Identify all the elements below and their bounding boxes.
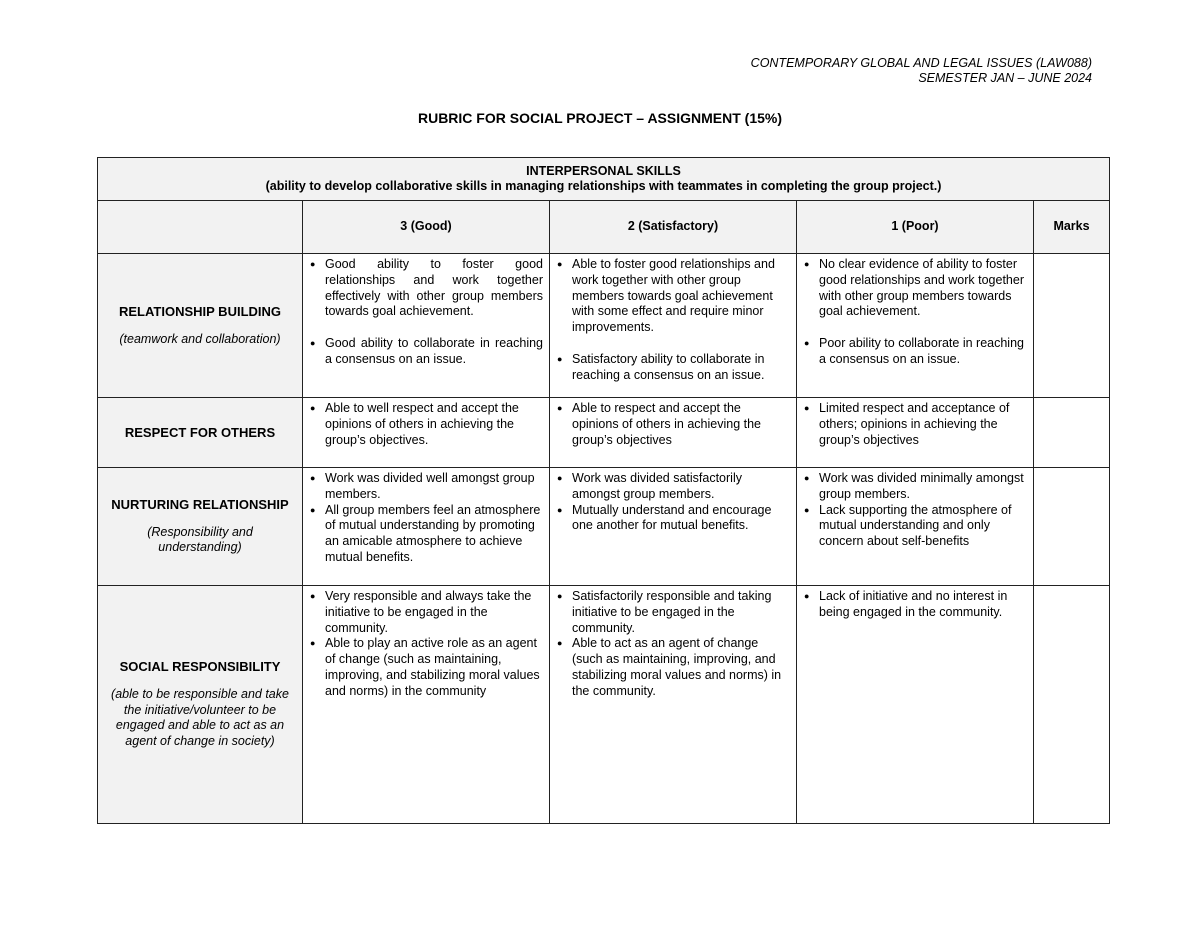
descriptor-bullet: ● Limited respect and acceptance of others; opinions in achieving the group’s objectives bbox=[803, 401, 1027, 448]
table-row bbox=[98, 586, 1110, 824]
criterion-title: SOCIAL RESPONSIBILITY bbox=[119, 659, 281, 674]
descriptor-bullet: ● Very responsible and always take the initiative to be engaged in the community. bbox=[309, 589, 543, 636]
semester-label: SEMESTER JAN – JUNE 2024 bbox=[918, 71, 1092, 85]
banner-subtitle: (ability to develop collaborative skills in managing relationships with teammates in completing the group project.) bbox=[265, 179, 942, 193]
descriptor-bullet: ● Work was divided satisfactorily amongst group members. bbox=[556, 471, 790, 503]
poor-descriptor bbox=[797, 398, 1034, 468]
satisfactory-descriptor bbox=[550, 586, 797, 824]
descriptor-bullet: ● All group members feel an atmosphere of mutual understanding by promoting an amicable atmosphere to achieve mutual benefits. bbox=[309, 503, 543, 566]
descriptor-bullet: ● Able to foster good relationships and work together with other group members towards goal achievement with some effect and require minor improvements. bbox=[556, 257, 790, 336]
descriptor-bullet: ● Satisfactorily responsible and taking initiative to be engaged in the community. bbox=[556, 589, 790, 636]
marks-cell bbox=[1034, 398, 1110, 468]
criterion-subtitle: (Responsibility and understanding) bbox=[147, 524, 253, 555]
marks-header: Marks bbox=[1034, 201, 1110, 254]
level-header-good: 3 (Good) bbox=[303, 201, 550, 254]
criterion-cell bbox=[98, 586, 303, 824]
criterion-subtitle: (teamwork and collaboration) bbox=[119, 331, 281, 346]
criterion-cell bbox=[98, 398, 303, 468]
poor-descriptor bbox=[797, 254, 1034, 398]
criterion-title: RELATIONSHIP BUILDING bbox=[118, 303, 282, 319]
table-row bbox=[98, 468, 1110, 586]
marks-cell bbox=[1034, 254, 1110, 398]
level-header-poor: 1 (Poor) bbox=[797, 201, 1034, 254]
satisfactory-descriptor bbox=[550, 468, 797, 586]
rubric-table bbox=[97, 157, 1110, 824]
criterion-title: NURTURING RELATIONSHIP bbox=[111, 496, 289, 512]
criterion-title: RESPECT FOR OTHERS bbox=[124, 424, 276, 440]
table-row bbox=[98, 254, 1110, 398]
rubric-banner bbox=[98, 158, 1110, 201]
criterion-cell bbox=[98, 468, 303, 586]
marks-cell bbox=[1034, 468, 1110, 586]
course-title: CONTEMPORARY GLOBAL AND LEGAL ISSUES (LAW088) bbox=[750, 56, 1092, 70]
descriptor-bullet: ● Satisfactory ability to collaborate in reaching a consensus on an issue. bbox=[556, 352, 790, 384]
marks-cell bbox=[1034, 586, 1110, 824]
descriptor-bullet: ● Mutually understand and encourage one another for mutual benefits. bbox=[556, 503, 790, 535]
table-row bbox=[98, 398, 1110, 468]
document-title: RUBRIC FOR SOCIAL PROJECT – ASSIGNMENT (15%) bbox=[417, 110, 783, 126]
descriptor-bullet: ● Able to respect and accept the opinions of others in achieving the group’s objectives bbox=[556, 401, 790, 448]
descriptor-bullet: ● No clear evidence of ability to foster good relationships and work together with other group members towards goal achievement. bbox=[803, 257, 1027, 320]
satisfactory-descriptor bbox=[550, 254, 797, 398]
good-descriptor bbox=[303, 398, 550, 468]
descriptor-bullet: ● Good ability to collaborate in reaching a consensus on an issue. bbox=[309, 336, 543, 368]
banner-title: INTERPERSONAL SKILLS bbox=[526, 163, 681, 178]
poor-descriptor bbox=[797, 468, 1034, 586]
good-descriptor bbox=[303, 468, 550, 586]
descriptor-bullet: ● Work was divided minimally amongst group members. bbox=[803, 471, 1027, 503]
descriptor-bullet: ● Lack of initiative and no interest in being engaged in the community. bbox=[803, 589, 1027, 621]
descriptor-bullet: ● Able to act as an agent of change (such as maintaining, improving, and stabilizing moral values and norms) in the community. bbox=[556, 636, 790, 699]
descriptor-bullet: ● Work was divided well amongst group members. bbox=[309, 471, 543, 503]
level-header-satisfactory: 2 (Satisfactory) bbox=[550, 201, 797, 254]
criterion-header-blank bbox=[98, 201, 303, 254]
descriptor-bullet: ● Good ability to foster good relationships and work together effectively with other group members towards goal achievement. bbox=[309, 257, 543, 320]
criterion-subtitle: (able to be responsible and take the initiative/volunteer to be engaged and able to act as an agent of change in society) bbox=[111, 686, 289, 749]
satisfactory-descriptor bbox=[550, 398, 797, 468]
page-header bbox=[751, 56, 1092, 86]
poor-descriptor bbox=[797, 586, 1034, 824]
good-descriptor bbox=[303, 254, 550, 398]
criterion-cell bbox=[98, 254, 303, 398]
descriptor-bullet: ● Lack supporting the atmosphere of mutual understanding and only concern about self-benefits bbox=[803, 503, 1027, 550]
descriptor-bullet: ● Able to play an active role as an agent of change (such as maintaining, improving, and stabilizing moral values and norms) in the community bbox=[309, 636, 543, 699]
descriptor-bullet: ● Poor ability to collaborate in reaching a consensus on an issue. bbox=[803, 336, 1027, 368]
descriptor-bullet: ● Able to well respect and accept the opinions of others in achieving the group’s objectives. bbox=[309, 401, 543, 448]
good-descriptor bbox=[303, 586, 550, 824]
